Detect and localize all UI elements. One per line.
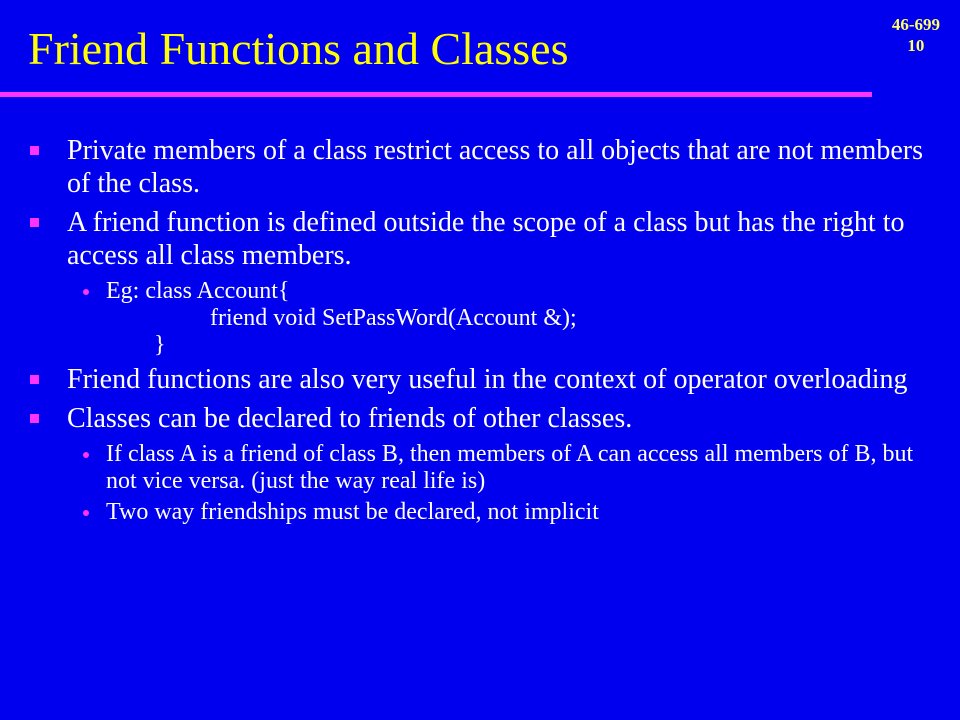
page-number: 10: [907, 36, 925, 55]
bullet-text: Private members of a class restrict access to all objects that are not members of the class.: [67, 135, 924, 199]
sub-bullet-text: If class A is a friend of class B, then members of A can access all members of B, but not vice versa. (just the way real life is): [106, 441, 914, 494]
square-bullet-icon: [30, 375, 39, 384]
bullet-friend-function: [30, 206, 930, 272]
dot-bullet-icon: [83, 289, 89, 295]
slide-number: [892, 14, 940, 56]
bullet-text: A friend function is defined outside the scope of a class but has the right to access all class members.: [67, 207, 905, 271]
bullet-text: Friend functions are also very useful in the context of operator overloading: [67, 364, 908, 395]
dot-bullet-icon: [83, 510, 89, 516]
code-line-class: Eg: class Account{: [106, 278, 290, 304]
bullet-text: Classes can be declared to friends of other classes.: [67, 403, 633, 434]
code-example: [49, 278, 930, 359]
course-code: 46-699: [891, 15, 940, 34]
square-bullet-icon: [30, 414, 39, 423]
bullet-friend-classes: [30, 402, 930, 435]
square-bullet-icon: [30, 218, 39, 227]
sub-bullet-text: Two way friendships must be declared, not implicit: [106, 499, 599, 525]
slide-title: Friend Functions and Classes: [28, 23, 569, 74]
dot-bullet-icon: [83, 452, 89, 458]
square-bullet-icon: [30, 146, 39, 155]
sub-bullet-two-way-friendship: [49, 499, 930, 526]
slide-content: [30, 134, 930, 530]
title-underline: [0, 92, 872, 97]
code-line-close: }: [154, 332, 166, 358]
bullet-private-members: [30, 134, 930, 200]
sub-bullet-friend-class-access: [49, 441, 930, 495]
code-line-friend: friend void SetPassWord(Account &);: [210, 305, 577, 331]
bullet-operator-overloading: [30, 363, 930, 396]
